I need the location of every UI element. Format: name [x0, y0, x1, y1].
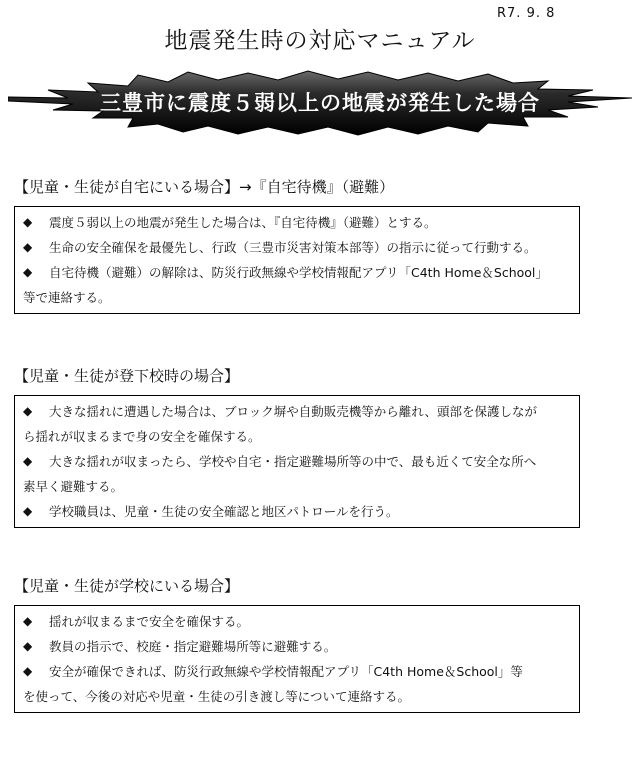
section-at-home [14, 177, 580, 314]
section-commuting [14, 366, 580, 528]
item-text: 自宅待機（避難）の解除は、防災行政無線や学校情報配アプリ「C4th Home＆School」 [49, 265, 548, 280]
list-item [23, 499, 571, 524]
diamond-bullet-icon: ◆ [23, 240, 33, 254]
list-item [23, 659, 571, 709]
list-item [23, 235, 571, 260]
list-item [23, 634, 571, 659]
item-text: 学校職員は、児童・生徒の安全確認と地区パトロールを行う。 [49, 504, 399, 519]
item-text: 大きな揺れが収まったら、学校や自宅・指定避難場所等の中で、最も近くて安全な所へ [49, 454, 537, 469]
section-heading: 【児童・生徒が自宅にいる場合】→『自宅待機』（避難） [14, 178, 395, 196]
section-box [14, 395, 580, 528]
section-box [14, 206, 580, 314]
banner-title: 三豊市に震度５弱以上の地震が発生した場合 [100, 91, 540, 115]
diamond-bullet-icon: ◆ [23, 454, 33, 468]
diamond-bullet-icon: ◆ [23, 215, 33, 229]
list-item [23, 449, 571, 499]
diamond-bullet-icon: ◆ [23, 504, 33, 518]
item-text: 教員の指示で、校庭・指定避難場所等に避難する。 [49, 639, 337, 654]
section-heading: 【児童・生徒が登下校時の場合】 [14, 367, 240, 385]
diamond-bullet-icon: ◆ [23, 265, 33, 279]
diamond-bullet-icon: ◆ [23, 639, 33, 653]
title-banner [8, 70, 632, 136]
item-continuation: を使って、今後の対応や児童・生徒の引き渡し等について連絡する。 [23, 689, 411, 704]
item-text: 大きな揺れに遭遇した場合は、ブロック塀や自動販売機等から離れ、頭部を保護しなが [49, 404, 538, 419]
section-heading: 【児童・生徒が学校にいる場合】 [14, 577, 240, 595]
section-at-school [14, 576, 580, 713]
item-continuation: 素早く避難する。 [23, 479, 124, 494]
item-text: 生命の安全確保を最優先し、行政（三豊市災害対策本部等）の指示に従って行動する。 [49, 240, 537, 255]
item-continuation: 等で連絡する。 [23, 290, 111, 305]
item-text: 安全が確保できれば、防災行政無線や学校情報配アプリ「C4th Home＆School」等 [49, 664, 523, 679]
item-text: 揺れが収まるまで安全を確保する。 [49, 614, 250, 629]
section-box [14, 605, 580, 713]
diamond-bullet-icon: ◆ [23, 404, 33, 418]
diamond-bullet-icon: ◆ [23, 614, 33, 628]
list-item [23, 609, 571, 634]
diamond-bullet-icon: ◆ [23, 664, 33, 678]
list-item [23, 260, 571, 310]
item-text: 震度５弱以上の地震が発生した場合は、『自宅待機』（避難）とする。 [49, 215, 437, 230]
page-title: 地震発生時の対応マニュアル [164, 28, 476, 54]
item-continuation: ら揺れが収まるまで身の安全を確保する。 [23, 429, 261, 444]
date-label: R7. 9. 8 [497, 6, 556, 21]
list-item [23, 399, 571, 449]
list-item [23, 210, 571, 235]
